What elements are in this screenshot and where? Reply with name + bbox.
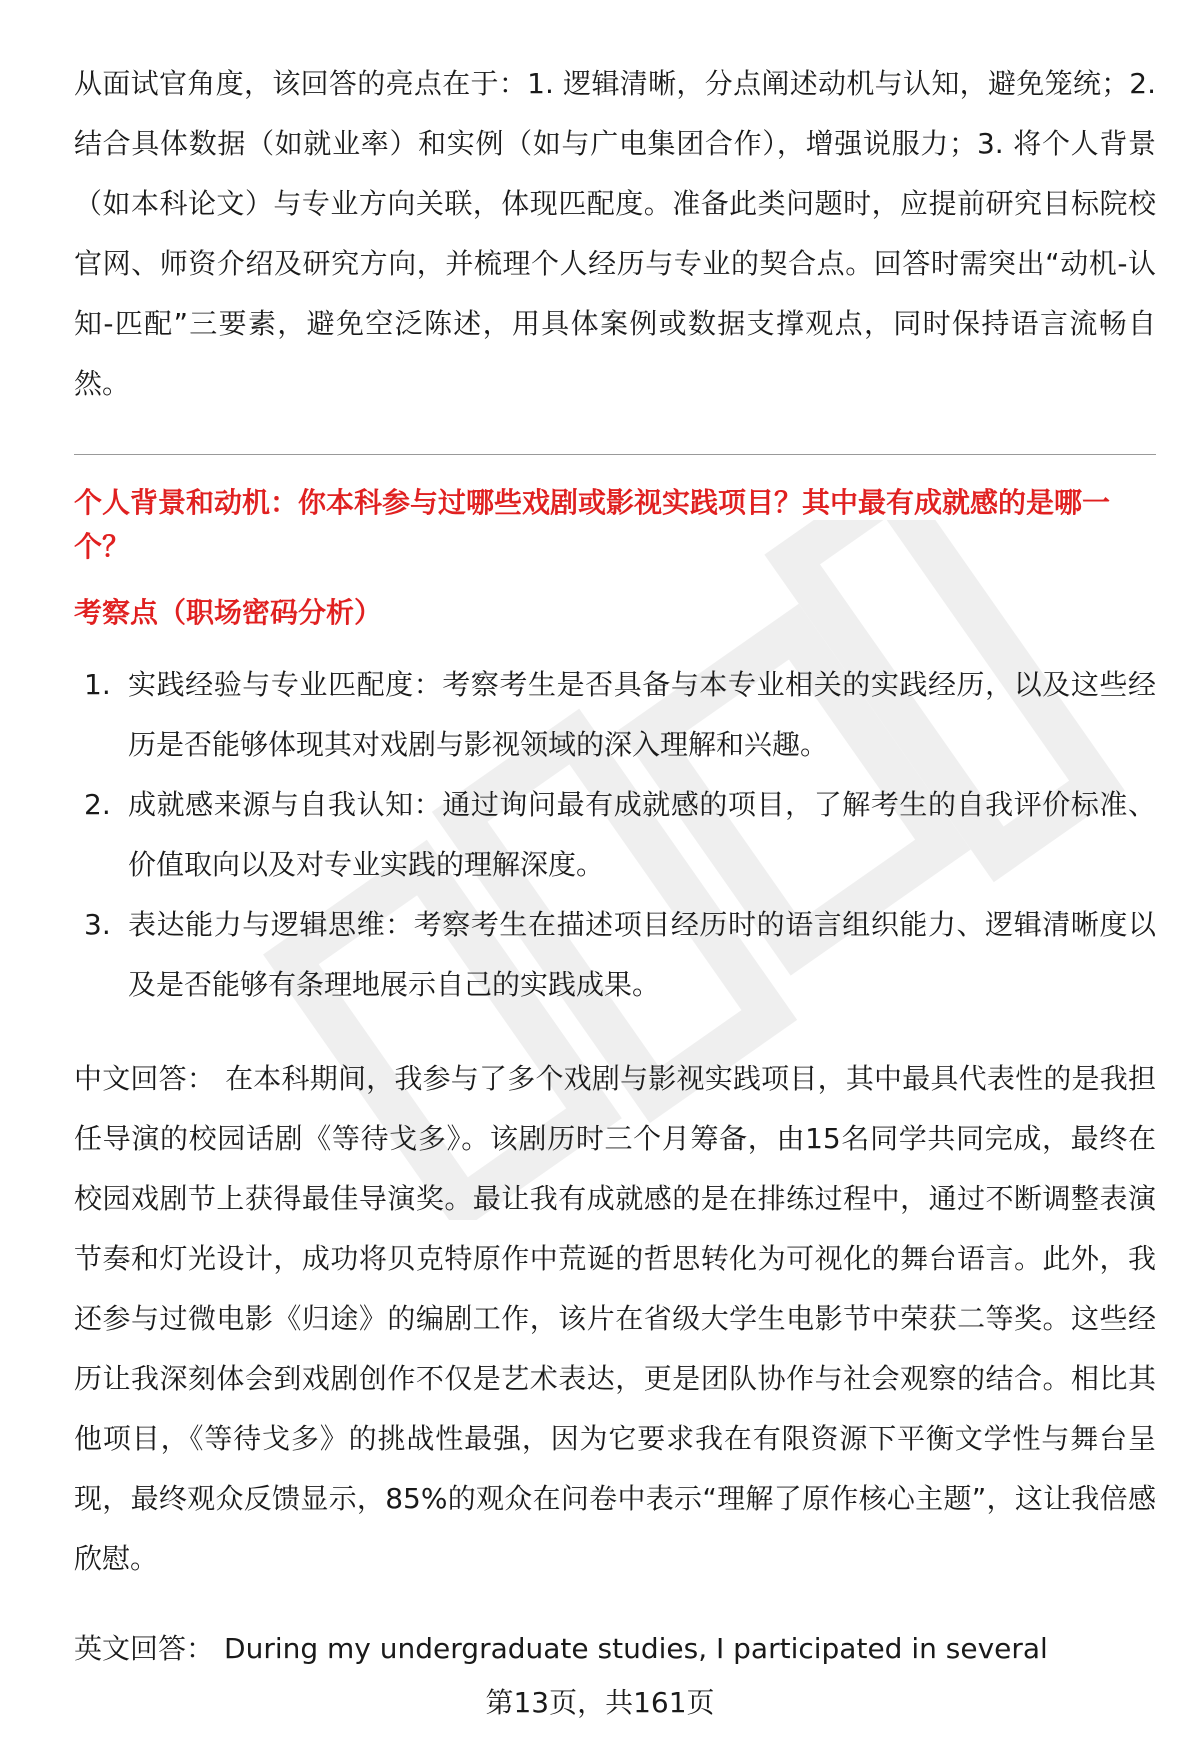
english-answer [74, 1619, 1156, 1679]
focus-point-list [74, 655, 1156, 1015]
question-heading: 个人背景和动机：你本科参与过哪些戏剧或影视实践项目？其中最有成就感的是哪一个？ [74, 486, 1111, 563]
focus-point-text: 实践经验与专业匹配度：考察考生是否具备与本专业相关的实践经历，以及这些经历是否能够体现其对戏剧与影视领域的深入理解和兴趣。 [128, 668, 1156, 761]
document-page [74, 54, 1156, 1679]
page-number-footer: 第13页，共161页 [485, 1686, 715, 1719]
focus-point-number: 2. [84, 788, 111, 821]
section-divider [74, 454, 1156, 455]
chinese-answer [74, 1049, 1156, 1589]
chinese-answer-label: 中文回答： [74, 1062, 216, 1095]
english-answer-label: 英文回答： [74, 1632, 215, 1665]
chinese-answer-text: 在本科期间，我参与了多个戏剧与影视实践项目，其中最具代表性的是我担任导演的校园话剧《等待戈多》。该剧历时三个月筹备，由15名同学共同完成，最终在校园戏剧节上获得最佳导演奖。最让我有成就感的是在排练过程中，通过不断调整表演节奏和灯光设计，成功将贝克特原作中荒诞的哲思转化为可视化的舞台语言。此外，我还参与过微电影《归途》的编剧工作，该片在省级大学生电影节中荣获二等奖。这些经历让我深刻体会到戏剧创作不仅是艺术表达，更是团队协作与社会观察的结合。相比其他项目，《等待戈多》的挑战性最强，因为它要求我在有限资源下平衡文学性与舞台呈现，最终观众反馈显示，85%的观众在问卷中表示“理解了原作核心主题”，这让我倍感欣慰。 [74, 1062, 1156, 1575]
focus-point-text: 成就感来源与自我认知：通过询问最有成就感的项目，了解考生的自我评价标准、价值取向以及对专业实践的理解深度。 [128, 788, 1156, 881]
intro-paragraph: 从面试官角度，该回答的亮点在于：1. 逻辑清晰，分点阐述动机与认知，避免笼统；2. 结合具体数据（如就业率）和实例（如与广电集团合作），增强说服力；3. 将个人背景（如本科论文）与专业方向关联，体现匹配度。准备此类问题时，应提前研究目标院校官网、师资介绍及研究方向，并梳理个人经历与专业的契合点。回答时需突出“动机-认知-匹配”三要素，避免空泛陈述，用具体案例或数据支撑观点，同时保持语言流畅自然。 [74, 67, 1156, 400]
focus-point-number: 1. [84, 668, 111, 701]
focus-point-text: 表达能力与逻辑思维：考察考生在描述项目经历时的语言组织能力、逻辑清晰度以及是否能够有条理地展示自己的实践成果。 [128, 908, 1156, 1001]
focus-point-item [74, 775, 1156, 895]
focus-heading: 考察点（职场密码分析） [74, 596, 383, 629]
focus-point-number: 3. [84, 908, 111, 941]
focus-point-item [74, 655, 1156, 775]
focus-point-item [74, 895, 1156, 1015]
english-answer-text: During my undergraduate studies, I participated in several [224, 1632, 1048, 1665]
